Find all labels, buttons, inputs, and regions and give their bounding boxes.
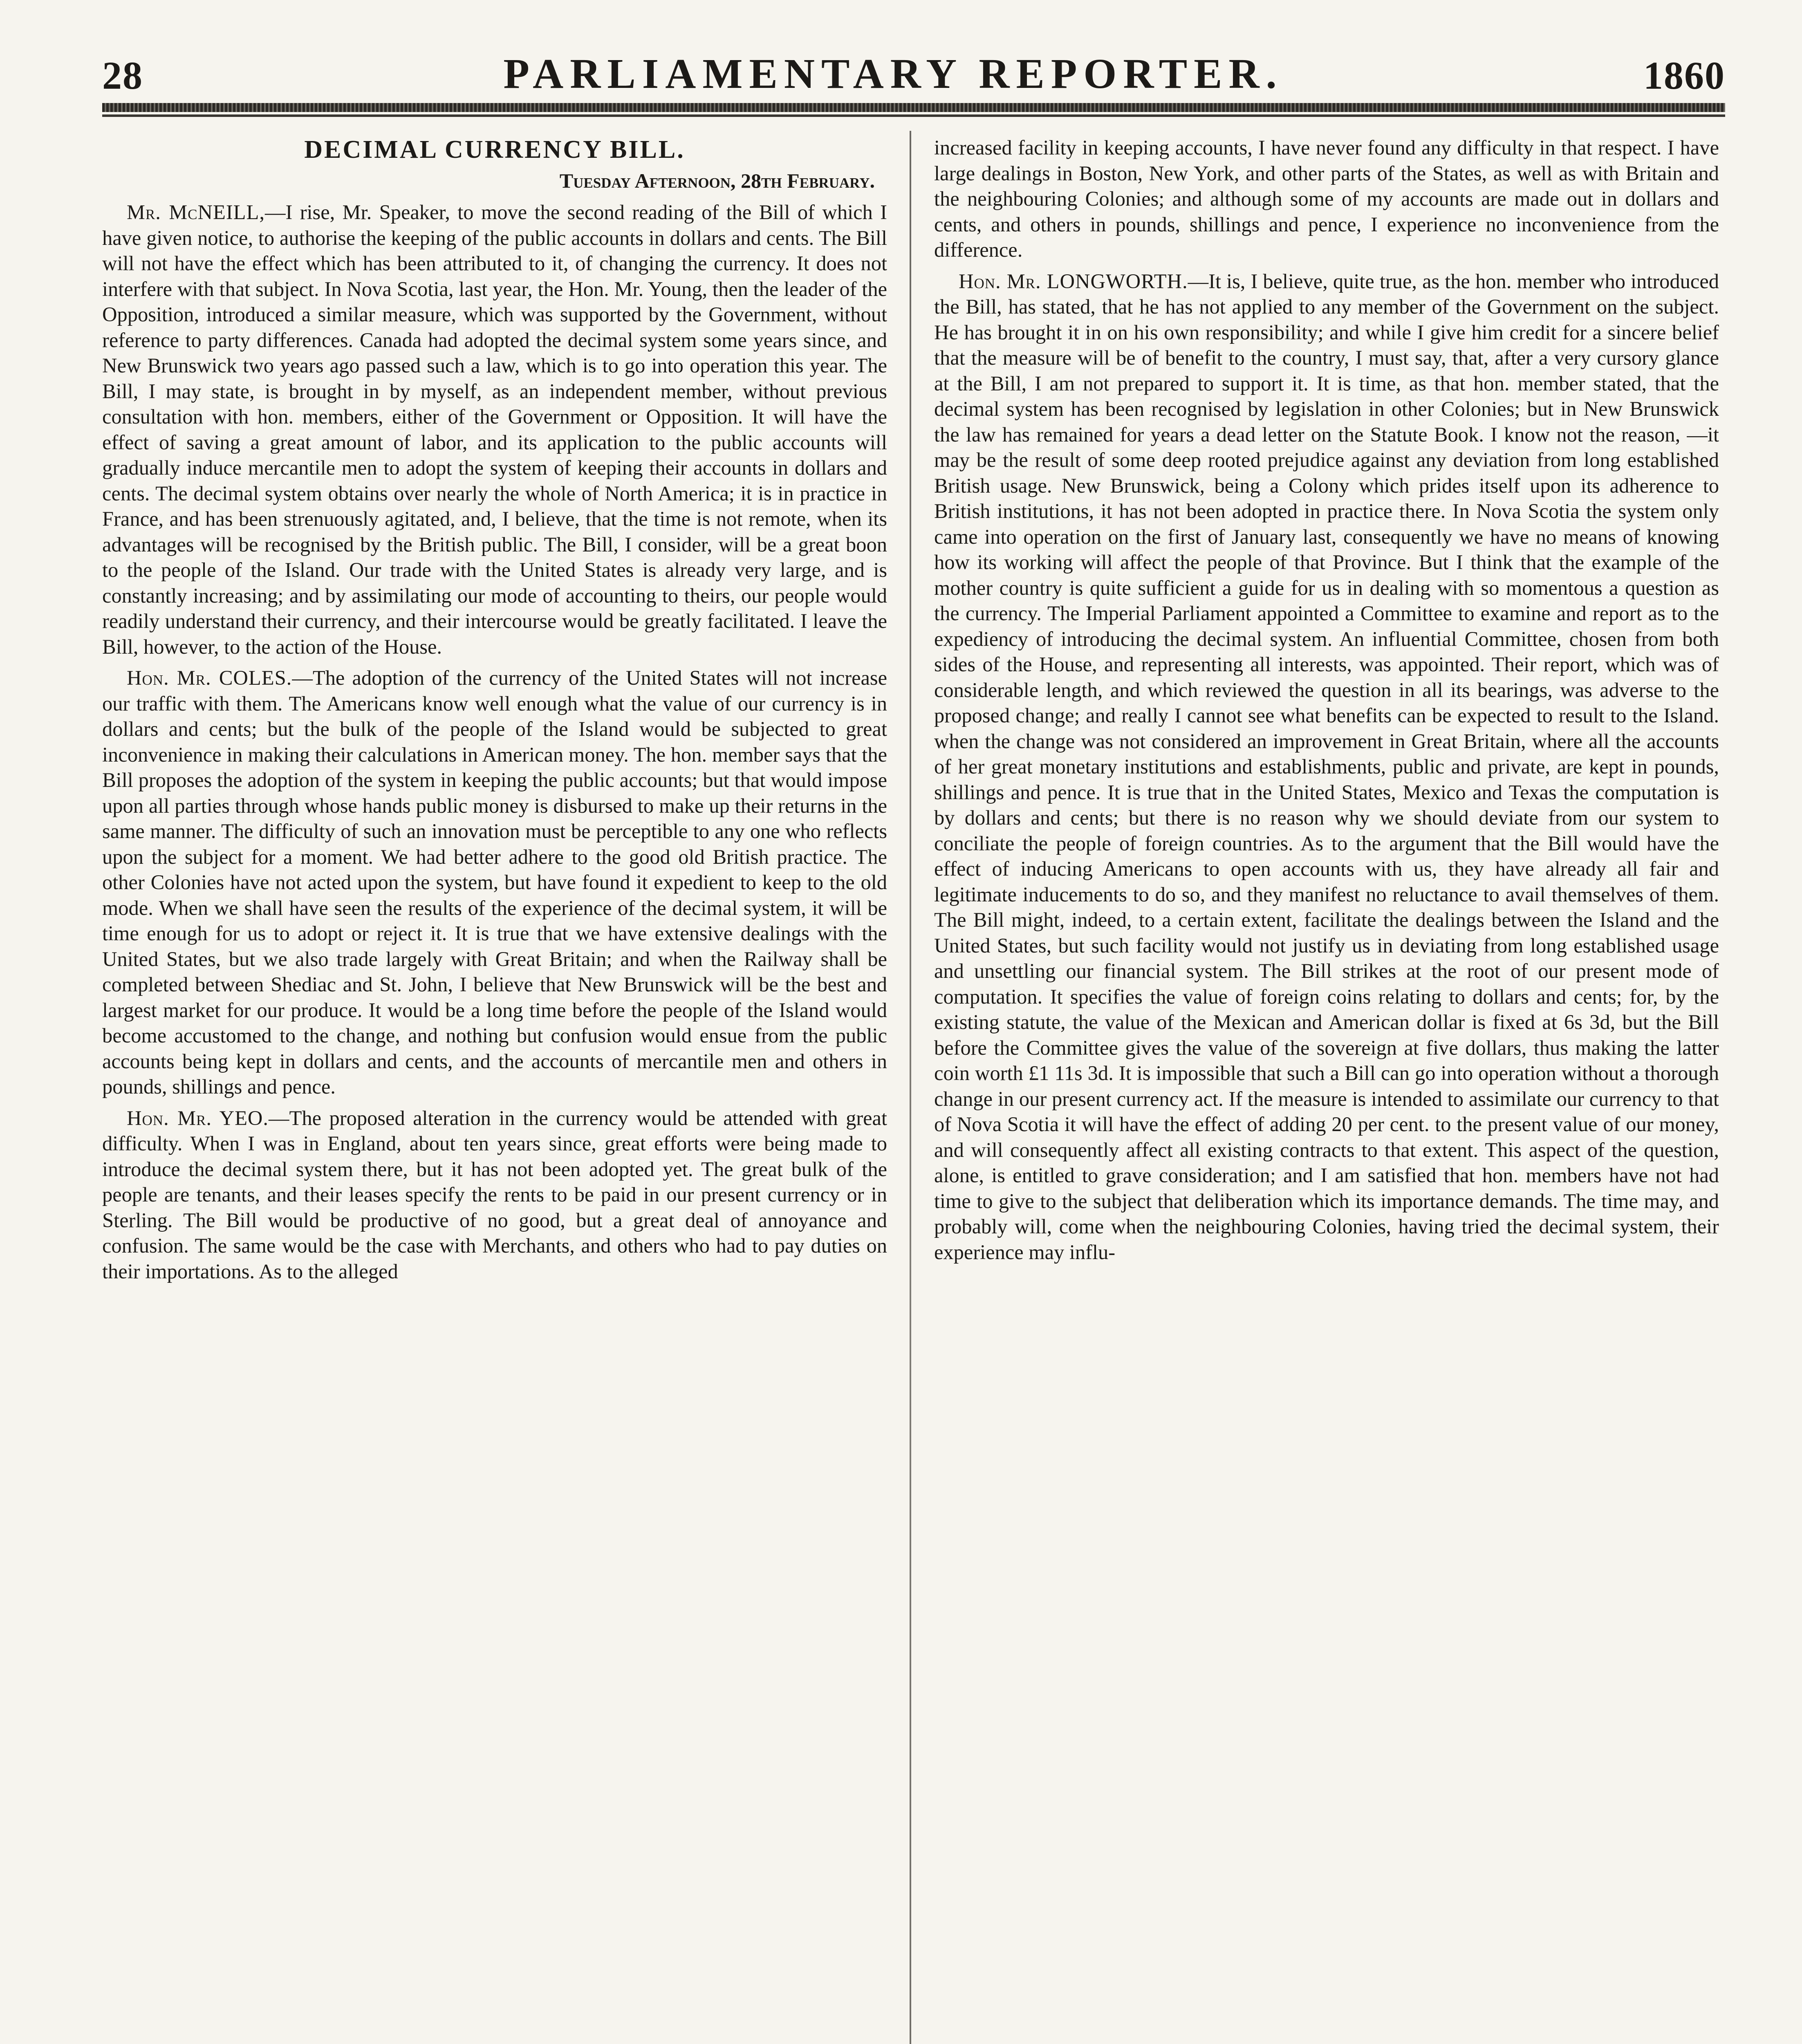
article-dateline: Tuesday Afternoon, 28th February. (559, 169, 875, 192)
column-divider (910, 131, 911, 2044)
paragraph-text: —The adoption of the currency of the United States will not increase our traffic with them. The Americans know well enough what the value of our currency is in dollars and cents; but the bulk of the people of the Island would be subjected to great inconvenience in making their calculations in American money. The hon. member says that the Bill proposes the adoption of the system in keeping the public accounts; but that would impose upon all parties through whose hands public money is disbursed to make up their returns in the same manner. The difficulty of such an innovation must be perceptible to any one who reflects upon the subject for a moment. We had better adhere to the good old British practice. The other Colonies have not acted upon the system, but have found it expedient to keep to the old mode. When we shall have seen the results of the experience of the decimal system, it will be time enough for us to adopt or reject it. It is true that we have extensive dealings with the United States, but we also trade largely with Great Britain; and when the Railway shall be completed between Shediac and St. John, I believe that New Brunswick will be the best and largest market for our produce. It would be a long time before the people of the Island would become accustomed to the change, and nothing but confusion would ensue from the public accounts being kept in dollars and cents, and the accounts of mercantile men and others in pounds, shillings and pence. (102, 666, 887, 1098)
paragraph-yeo-continued (934, 135, 1719, 263)
paragraph-text: —I rise, Mr. Speaker, to move the second reading of the Bill of which I have given notice, to authorise the keeping of the public accounts in dollars and cents. The Bill will not have the effect which has been attributed to it, of changing the currency. It does not interfere with that subject. In Nova Scotia, last year, the Hon. Mr. Young, then the leader of the Opposition, introduced a similar measure, which was supported by the Government, without reference to party differences. Canada had adopted the decimal system some years since, and New Brunswick two years ago passed such a law, which is to go into operation this year. The Bill, I may state, is brought in by myself, as an independent member, without previous consultation with hon. members, either of the Government or Opposition. It will have the effect of saving a great amount of labor, and its application to the public accounts will gradually induce mercantile men to adopt the system of keeping their accounts in dollars and cents. The decimal system obtains over nearly the whole of North America; it is in practice in France, and has been strenuously agitated, and, I believe, that the time is not remote, when its advantages will be recognised by the British public. The Bill, I consider, will be a great boon to the people of the Island. Our trade with the United States is already very large, and is constantly increasing; and by assimilating our mode of accounting to theirs, our people would readily understand their currency, and their intercourse would be greatly facilitated. I leave the Bill, however, to the action of the House. (102, 201, 887, 658)
speaker-name: Hon. Mr. LONGWORTH. (959, 269, 1188, 293)
speaker-name: Mr. McNEILL, (127, 201, 265, 224)
paragraph-mcneill (102, 199, 887, 659)
left-column (102, 135, 887, 2044)
paragraph-text: —The proposed alteration in the currency would be attended with great difficulty. When I was in England, about ten years since, great efforts were being made to introduce the decimal system there, but it has not been adopted yet. The great bulk of the people are tenants, and their leases specify the rents to be paid in our present currency or in Sterling. The Bill would be productive of no good, but a great deal of annoyance and confusion. The same would be the case with Merchants, and others who had to pay duties on their importations. As to the alleged (102, 1106, 887, 1283)
speaker-name: Hon. Mr. YEO. (127, 1106, 269, 1130)
page-header (102, 41, 1725, 98)
publication-title: PARLIAMENTARY REPORTER. (503, 50, 1283, 97)
paragraph-coles (102, 665, 887, 1100)
publication-year: 1860 (1643, 54, 1725, 97)
paragraph-longworth (934, 269, 1719, 1265)
header-rule-thin (102, 114, 1725, 117)
paragraph-text: —It is, I believe, quite true, as the hon. member who introduced the Bill, has stated, that he has not applied to any member of the Government on the subject. He has brought it in on his own responsibility; and while I give him credit for a sincere belief that the measure will be of benefit to the country, I must say, that, after a very cursory glance at the Bill, I am not prepared to support it. It is time, as that hon. member stated, that the decimal system has been recognised by legislation in other Colonies; but in New Brunswick the law has remained for years a dead letter on the Statute Book. I know not the reason, —it may be the result of some deep rooted prejudice against any deviation from long established British usage. New Brunswick, being a Colony which prides itself upon its adherence to British institutions, it has not been adopted in practice there. In Nova Scotia the system only came into operation on the first of January last, consequently we have no means of knowing how its working will affect the people of that Province. But I think that the example of the mother country is quite sufficient a guide for us in dealing with so momentous a question as the currency. The Imperial Parliament appointed a Committee to examine and report as to the expediency of introducing the decimal system. An influential Committee, chosen from both sides of the House, and representing all interests, was appointed. Their report, which was of considerable length, and which reviewed the question in all its bearings, was adverse to the proposed change; and really I cannot see what benefits can be expected to result to the Island. when the change was not considered an improvement in Great Britain, where all the accounts of her great monetary institutions and establishments, public and private, are kept in pounds, shillings and pence. It is true that in the United States, Mexico and Texas the computation is by dollars and cents; but there is no reason why we should deviate from our system to conciliate the people of foreign countries. As to the argument that the Bill would have the effect of inducing Americans to open accounts with us, they have already all fair and legitimate inducements to do so, and they manifest no reluctance to avail themselves of them. The Bill might, indeed, to a certain extent, facilitate the dealings between the Island and the United States, but such facility would not justify us in deviating from long established usage and unsettling our financial system. The Bill strikes at the root of our present mode of computation. It specifies the value of foreign coins relating to dollars and cents; for, by the existing statute, the value of the Mexican and American dollar is fixed at 6s 3d, but the Bill before the Committee gives the value of the sovereign at five dollars, thus making the latter coin worth £1 11s 3d. It is impossible that such a Bill can go into operation without a thorough change in our present currency act. If the measure is intended to assimilate our currency to that of Nova Scotia it will have the effect of adding 20 per cent. to the present value of our money, and will consequently affect all existing contracts to that extent. This aspect of the question, alone, is entitled to grave consideration; and I am satisfied that hon. members have not had time to give to the subject that deliberation which its importance demands. The time may, and probably will, come when the neighbouring Colonies, having tried the decimal system, their experience may influ- (934, 269, 1719, 1264)
paragraph-text: increased facility in keeping accounts, I have never found any difficulty in that respect. I have large dealings in Boston, New York, and other parts of the States, as well as with Britain and the neighbouring Colonies; and although some of my accounts are made out in dollars and cents, and others in pounds, shillings and pence, I experience no inconvenience from the difference. (934, 136, 1719, 261)
page-number: 28 (102, 54, 143, 97)
article-title: DECIMAL CURRENCY BILL. (304, 136, 685, 164)
header-rule (102, 103, 1725, 112)
right-column (934, 135, 1719, 2044)
paragraph-yeo (102, 1105, 887, 1284)
speaker-name: Hon. Mr. COLES. (127, 666, 292, 689)
